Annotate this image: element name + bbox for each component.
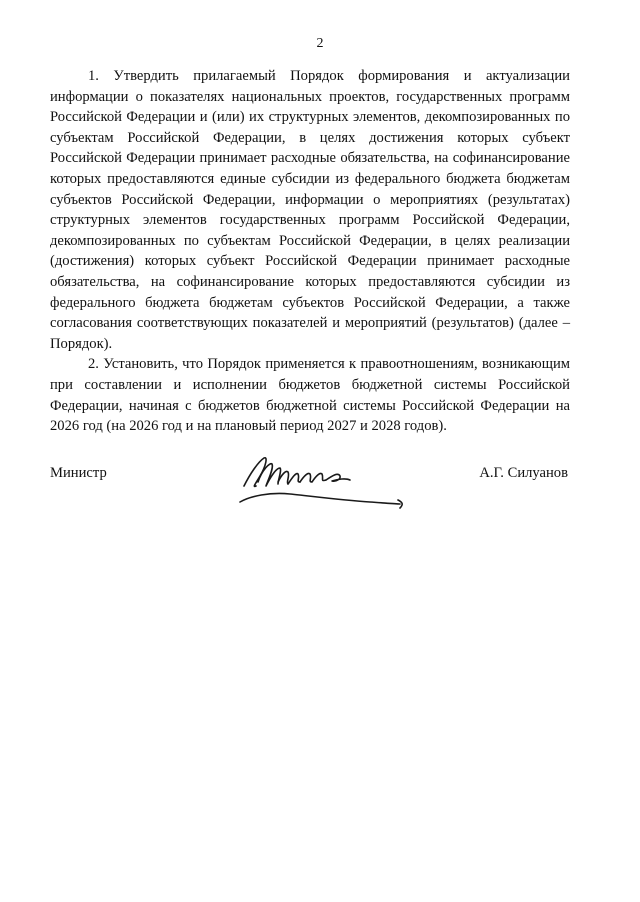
signatory-name: А.Г. Силуанов <box>479 465 568 481</box>
document-body <box>50 66 570 437</box>
page-number: 2 <box>316 36 324 51</box>
paragraph-establish: 2. Установить, что Порядок применяется к правоотношениям, возникающим при составлении и исполнении бюджетов бюджетной системы Российской Федерации, начиная с бюджетов бюджетной системы Российской Федерации на 2026 год (на 2026 год и на плановый период 2027 и 2028 годов). <box>50 356 570 435</box>
signature-block <box>50 452 570 522</box>
signatory-title: Министр <box>50 465 107 481</box>
handwritten-signature <box>230 452 410 516</box>
paragraph-approve: 1. Утвердить прилагаемый Порядок формирования и актуализации информации о показателях национальных проектов, государственных программ Российской Федерации и (или) их структурных элементов, декомпозированных по субъектам Российской Федерации, в целях достижения которых субъект Российской Федерации принимает расходные обязательства, на софинансирование которых предоставляются единые субсидии из федерального бюджета бюджетам субъектов Российской Федерации, информации о мероприятиях (результатах) структурных элементов государственных программ Российской Федерации, декомпозированных по субъектам Российской Федерации, в целях реализации (достижения) которых субъект Российской Федерации принимает расходные обязательства, на софинансирование которых предоставляются субсидии из федерального бюджета бюджетам субъектов Российской Федерации, а также согласования соответствующих показателей и мероприятий (результатов) (далее – Порядок). <box>50 68 570 352</box>
